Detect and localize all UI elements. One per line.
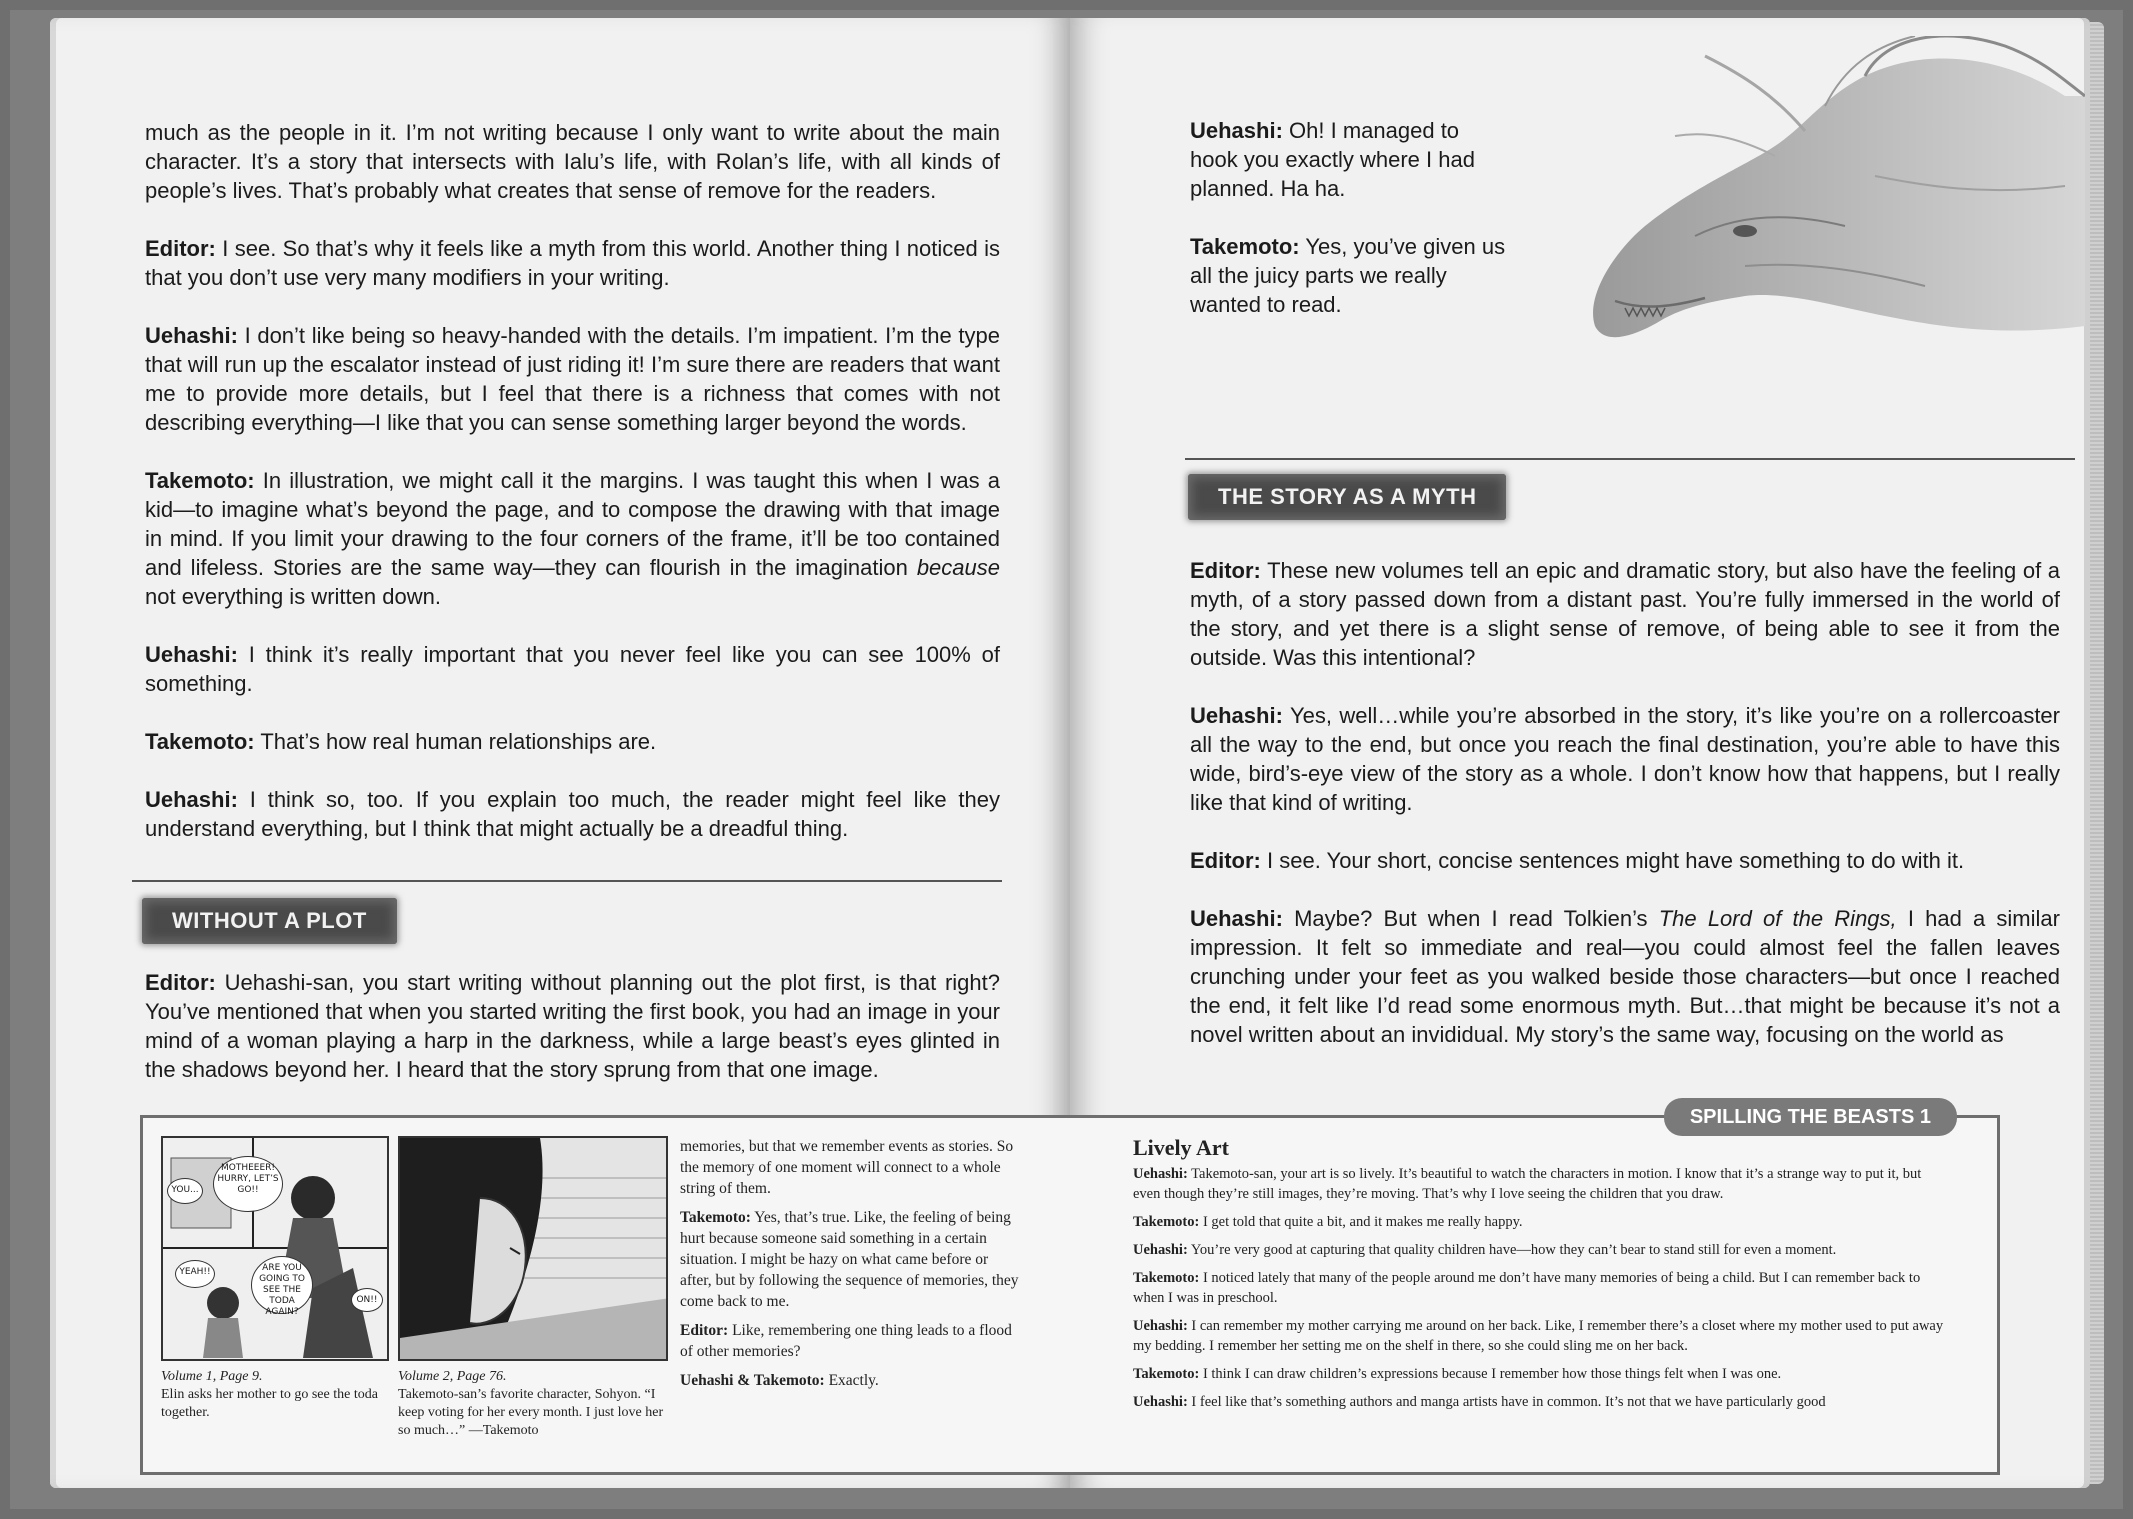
paragraph: Uehashi: I can remember my mother carrying me around on her back. Like, I remember there’s a closet where my mother used to put away my bedding. I remember her setting me on the shelf in there, so she could sling me on her back. — [1133, 1318, 1944, 1354]
paragraph: Takemoto: Yes, that’s true. Like, the feeling of being hurt because someone said something in a certain situation. I might be hazy on what came before or after, but by following the sequence of memories, they come back to me. — [680, 1209, 1019, 1310]
paragraph: Takemoto: I get told that quite a bit, and it makes me really happy. — [1133, 1214, 1523, 1230]
manga-panel-2-art — [400, 1138, 668, 1361]
paragraph: Takemoto: Yes, you’ve given us all the juicy parts we really wanted to read. — [1190, 234, 1506, 317]
section-divider — [1185, 458, 2075, 460]
left-section-text — [145, 968, 1000, 1084]
paragraph: Takemoto: I noticed lately that many of the people around me don’t have many memories of being a child. But I can remember back to when I was in preschool. — [1133, 1270, 1921, 1306]
speech-bubble: ON!! — [351, 1288, 383, 1312]
paragraph: Uehashi & Takemoto: Exactly. — [680, 1372, 879, 1389]
paragraph: much as the people in it. I’m not writing because I only want to write about the main character. It’s a story that intersects with Ialu’s life, with Rolan’s life, with all kinds of people’s lives. That’s probably what creates that sense of remove for the readers. — [145, 120, 1000, 203]
caption-title: Volume 2, Page 76. — [398, 1369, 507, 1384]
paragraph: Takemoto: That’s how real human relationships are. — [145, 729, 657, 754]
open-book — [50, 18, 2090, 1503]
paragraph: Editor: Like, remembering one thing leads to a flood of other memories? — [680, 1322, 1012, 1360]
speech-bubble: ARE YOU GOING TO SEE THE TODA AGAIN? — [251, 1256, 313, 1314]
paragraph: Takemoto: In illustration, we might call it the margins. I was taught this when I was a kid—to imagine what’s beyond the page, and to compose the drawing with that image in mind. If you limit your drawing to the four corners of the frame, it’ll be too contained and lifeless. Stories are the same way—they can flourish in the imagination because not everything is written down. — [145, 468, 1000, 609]
caption-text: Elin asks her mother to go see the toda together. — [161, 1387, 378, 1420]
paragraph: Uehashi: I don’t like being so heavy-handed with the details. I’m impatient. I’m the type that will run up the escalator instead of just riding it! I’m sure there are readers that want me to provide more details, but I feel that there is a richness that comes with not describing everything—I like that you can sense something larger beyond the words. — [145, 323, 1000, 435]
section-heading-the-story-as-a-myth: THE STORY AS A MYTH — [1188, 474, 1506, 520]
paragraph: Uehashi: Maybe? But when I read Tolkien’s The Lord of the Rings, I had a similar impression. It felt so immediate and real—you could almost feel the fallen leaves crunching under your feet as you walked beside those characters—but once I reached the end, it felt like I’d read some enormous myth. But…that might be because it’s not a novel written about an invididual. My story’s the same way, focusing on the world as — [1190, 906, 2060, 1047]
paragraph: Takemoto: I think I can draw children’s expressions because I remember how those things felt when I was one. — [1133, 1366, 1782, 1382]
caption-text: Takemoto-san’s favorite character, Sohyon. “I keep voting for her every month. I just love her so much…” —Takemoto — [398, 1387, 664, 1438]
speech-bubble: MOTHEEER! HURRY, LET’S GO!! — [213, 1156, 283, 1212]
lively-art-column — [1133, 1135, 1948, 1420]
paragraph: Uehashi: I think it’s really important that you never feel like you can see 100% of something. — [145, 642, 1000, 696]
lively-art-title: Lively Art — [1133, 1135, 1229, 1160]
speech-bubble: YEAH!! — [175, 1260, 215, 1288]
paragraph: Uehashi: Takemoto-san, your art is so lively. It’s beautiful to watch the characters in motion. I know that it’s a strange way to put it, but even though they’re still images, they’re moving. That’s why I love seeing the children that you draw. — [1133, 1166, 1922, 1202]
manga-panel-1 — [161, 1136, 389, 1361]
section-divider — [132, 880, 1002, 882]
left-text-column — [145, 118, 1000, 843]
speech-bubble: YOU... — [167, 1178, 203, 1204]
manga-panel-1-caption — [161, 1368, 389, 1422]
paragraph: Editor: I see. Your short, concise sentences might have something to do with it. — [1190, 848, 1965, 873]
sidebar-middle-column — [680, 1136, 1020, 1399]
paragraph: Uehashi: Yes, well…while you’re absorbed in the story, it’s like you’re on a rollercoaster all the way to the end, but once you reach the final destination, you’re able to have this wide, bird’s-eye view of the story as a whole. I don’t know how that happens, but I really like that kind of writing. — [1190, 703, 2060, 815]
paragraph: Editor: These new volumes tell an epic and dramatic story, but also have the feeling of a myth, of a story passed down from a distant past. You’re fully immersed in the world of the story, and yet there is a slight sense of remove, of being able to see it from the outside. Was this intentional? — [1190, 558, 2060, 670]
paragraph: Editor: Uehashi-san, you start writing without planning out the plot first, is that right? You’ve mentioned that when you started writing the first book, you had an image in your mind of a woman playing a harp in the darkness, while a large beast’s eyes glinted in the shadows beyond her. I heard that the story sprung from that one image. — [145, 970, 1000, 1082]
sidebar-tag: SPILLING THE BEASTS 1 — [1664, 1098, 1957, 1136]
manga-panel-2-caption — [398, 1368, 668, 1440]
paragraph: Editor: I see. So that’s why it feels like a myth from this world. Another thing I noticed is that you don’t use very many modifiers in your writing. — [145, 236, 1000, 290]
dragon-illustration — [1445, 36, 2085, 436]
paragraph: Uehashi: I think so, too. If you explain too much, the reader might feel like they understand everything, but I think that might actually be a dreadful thing. — [145, 787, 1000, 841]
paragraph: Uehashi: You’re very good at capturing that quality children have—how they can’t bear to stand still for even a moment. — [1133, 1242, 1837, 1258]
paragraph: memories, but that we remember events as stories. So the memory of one moment will connect to a whole string of them. — [680, 1138, 1014, 1197]
right-top-text — [1190, 116, 1508, 319]
paragraph: Uehashi: I feel like that’s something authors and manga artists have in common. It’s not that we have particularly good — [1133, 1394, 1826, 1410]
right-text-column — [1190, 556, 2060, 1049]
paragraph: Uehashi: Oh! I managed to hook you exactly where I had planned. Ha ha. — [1190, 118, 1475, 201]
section-heading-without-a-plot: WITHOUT A PLOT — [142, 898, 397, 944]
page-edges — [2090, 22, 2104, 1484]
sidebar-box — [140, 1106, 2000, 1475]
manga-panel-2 — [398, 1136, 668, 1361]
caption-title: Volume 1, Page 9. — [161, 1369, 263, 1384]
